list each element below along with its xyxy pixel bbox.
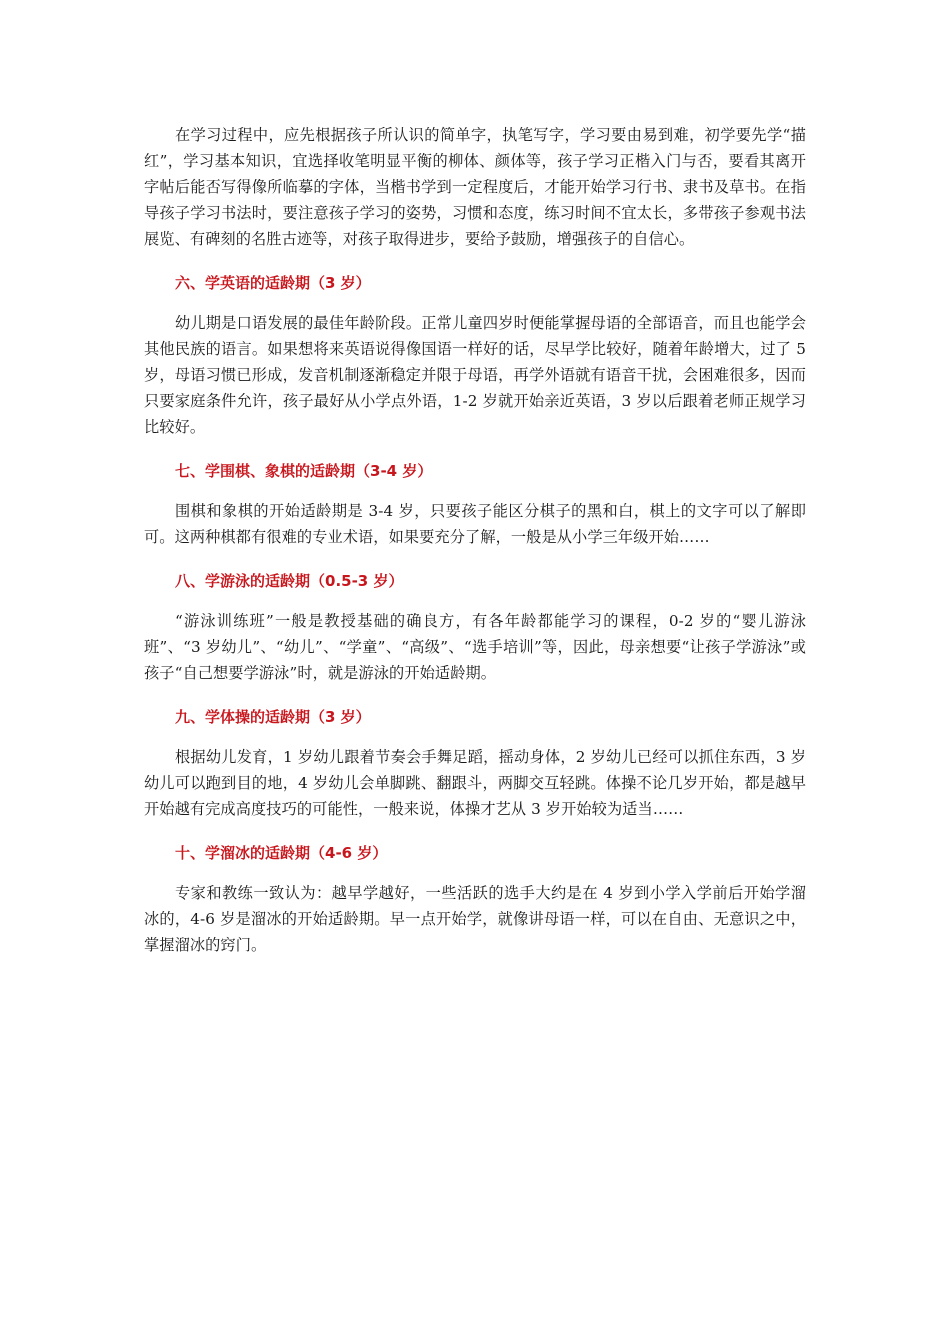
skating-paragraph: 专家和教练一致认为：越早学越好，一些活跃的选手大约是在 4 岁到小学入学前后开始学溜冰的，4-6 岁是溜冰的开始适龄期。早一点开始学，就像讲母语一样，可以在自由、无意识之中，掌握溜冰的窍门。 <box>144 884 806 954</box>
section-heading-english: 六、学英语的适龄期（3 岁） <box>175 274 371 292</box>
section-heading-gymnastics: 九、学体操的适龄期（3 岁） <box>175 708 371 726</box>
swimming-paragraph: “游泳训练班”一般是教授基础的确良方，有各年龄都能学习的课程，0-2 岁的“婴儿游泳班”、“3 岁幼儿”、“幼儿”、“学童”、“高级”、“选手培训”等，因此，母亲想要“让孩子学游泳”或孩子“自己想要学游泳”时，就是游泳的开始适龄期。 <box>144 612 806 682</box>
section-heading-chess: 七、学围棋、象棋的适龄期（3-4 岁） <box>175 462 433 480</box>
section-heading-swimming: 八、学游泳的适龄期（0.5-3 岁） <box>175 572 404 590</box>
gymnastics-paragraph: 根据幼儿发育，1 岁幼儿跟着节奏会手舞足蹈，摇动身体，2 岁幼儿已经可以抓住东西，3 岁幼儿可以跑到目的地，4 岁幼儿会单脚跳、翻跟斗，两脚交互轻跳。体操不论几岁开始，都是越早开始越有完成高度技巧的可能性，一般来说，体操才艺从 3 岁开始较为适当…… <box>144 748 806 818</box>
document-body <box>144 122 806 958</box>
chess-paragraph: 围棋和象棋的开始适龄期是 3-4 岁，只要孩子能区分棋子的黑和白，棋上的文字可以了解即可。这两种棋都有很难的专业术语，如果要充分了解，一般是从小学三年级开始…… <box>144 502 806 546</box>
calligraphy-paragraph: 在学习过程中，应先根据孩子所认识的简单字，执笔写字，学习要由易到难，初学要先学“描红”，学习基本知识，宜选择收笔明显平衡的柳体、颜体等，孩子学习正楷入门与否，要看其离开字帖后能否写得像所临摹的字体，当楷书学到一定程度后，才能开始学习行书、隶书及草书。在指导孩子学习书法时，要注意孩子学习的姿势，习惯和态度，练习时间不宜太长，多带孩子参观书法展览、有碑刻的名胜古迹等，对孩子取得进步，要给予鼓励，增强孩子的自信心。 <box>144 126 806 248</box>
english-paragraph: 幼儿期是口语发展的最佳年龄阶段。正常儿童四岁时便能掌握母语的全部语音，而且也能学会其他民族的语言。如果想将来英语说得像国语一样好的话，尽早学比较好，随着年龄增大，过了 5 岁，母语习惯已形成，发音机制逐渐稳定并限于母语，再学外语就有语音干扰，会困难很多，因而只要家庭条件允许，孩子最好从小学点外语，1-2 岁就开始亲近英语，3 岁以后跟着老师正规学习比较好。 <box>144 314 806 436</box>
section-heading-skating: 十、学溜冰的适龄期（4-6 岁） <box>175 844 388 862</box>
